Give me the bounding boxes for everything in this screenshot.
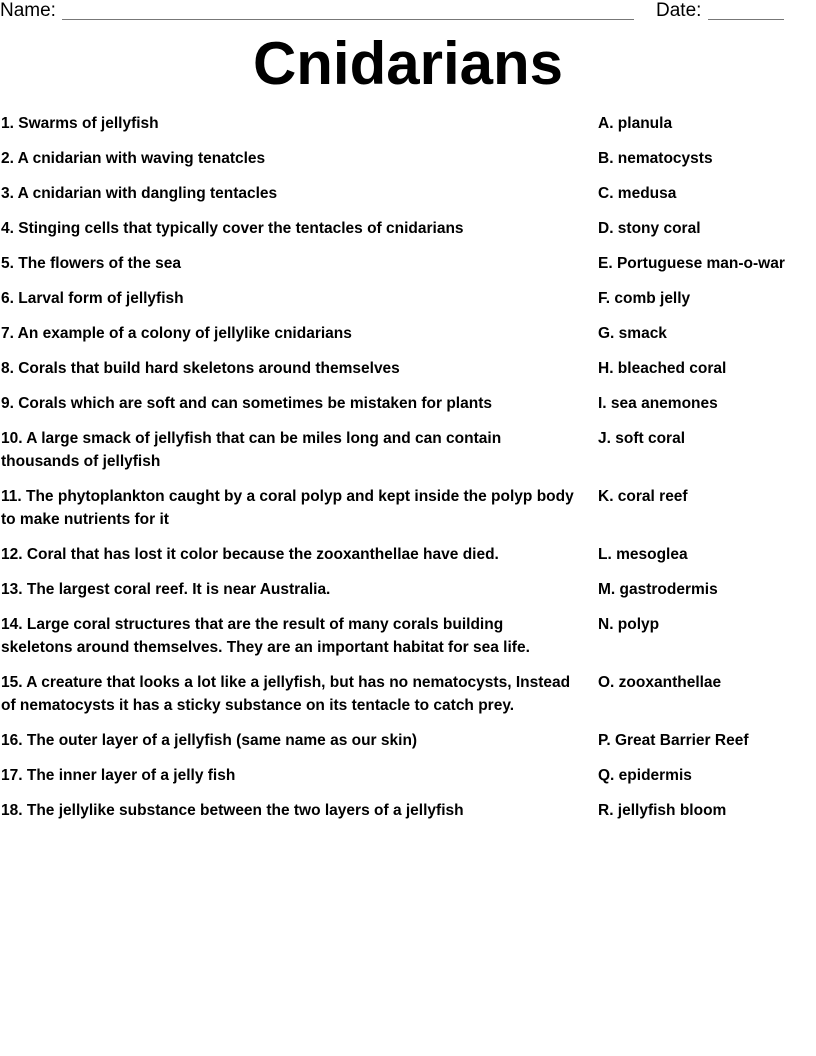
question-text: 8. Corals that build hard skeletons around themselves xyxy=(1,360,400,377)
matching-row xyxy=(0,764,816,787)
matching-row xyxy=(0,392,816,415)
answer-choice: C. medusa xyxy=(598,185,677,202)
answer-choice: L. mesoglea xyxy=(598,546,688,563)
question-text: 6. Larval form of jellyfish xyxy=(1,290,184,307)
question-text: 1. Swarms of jellyfish xyxy=(1,115,159,132)
matching-list xyxy=(0,112,816,834)
question-text: 12. Coral that has lost it color because the zooxanthellae have died. xyxy=(1,546,499,563)
question-text: 18. The jellylike substance between the two layers of a jellyfish xyxy=(1,802,464,819)
matching-row xyxy=(0,729,816,752)
answer-choice: A. planula xyxy=(598,115,673,132)
worksheet-header xyxy=(0,0,816,24)
matching-row xyxy=(0,252,816,275)
answer-choice: F. comb jelly xyxy=(598,290,691,307)
answer-choice: J. soft coral xyxy=(598,430,685,447)
date-blank-line xyxy=(708,19,784,20)
matching-row xyxy=(0,217,816,240)
answer-choice: H. bleached coral xyxy=(598,360,727,377)
matching-row xyxy=(0,112,816,135)
answer-choice: K. coral reef xyxy=(598,488,688,505)
matching-row xyxy=(0,485,816,531)
matching-row xyxy=(0,357,816,380)
matching-row xyxy=(0,578,816,601)
question-text: 3. A cnidarian with dangling tentacles xyxy=(1,185,278,202)
question-text: 4. Stinging cells that typically cover the tentacles of cnidarians xyxy=(1,220,464,237)
matching-row xyxy=(0,147,816,170)
question-text: 17. The inner layer of a jelly fish xyxy=(1,767,236,784)
matching-row xyxy=(0,613,816,659)
question-text: 11. The phytoplankton caught by a coral polyp and kept inside the polyp body to make nutrients for it xyxy=(1,488,574,528)
answer-choice: D. stony coral xyxy=(598,220,701,237)
matching-row xyxy=(0,799,816,822)
matching-row xyxy=(0,671,816,717)
page-title: Cnidarians xyxy=(252,30,564,97)
question-text: 7. An example of a colony of jellylike cnidarians xyxy=(1,325,352,342)
name-label: Name: xyxy=(0,0,56,21)
name-blank-line xyxy=(62,19,634,20)
answer-choice: Q. epidermis xyxy=(598,767,692,784)
question-text: 15. A creature that looks a lot like a jellyfish, but has no nematocysts, Instead of nematocysts it has a sticky substance on its tentacle to catch prey. xyxy=(1,674,571,714)
answer-choice: E. Portuguese man-o-war xyxy=(598,255,785,272)
answer-choice: P. Great Barrier Reef xyxy=(598,732,749,749)
answer-choice: R. jellyfish bloom xyxy=(598,802,727,819)
question-text: 16. The outer layer of a jellyfish (same name as our skin) xyxy=(1,732,418,749)
matching-row xyxy=(0,322,816,345)
question-text: 13. The largest coral reef. It is near Australia. xyxy=(1,581,331,598)
matching-row xyxy=(0,543,816,566)
answer-choice: I. sea anemones xyxy=(598,395,718,412)
question-text: 5. The flowers of the sea xyxy=(1,255,182,272)
answer-choice: O. zooxanthellae xyxy=(598,674,722,691)
date-label: Date: xyxy=(656,0,702,21)
answer-choice: M. gastrodermis xyxy=(598,581,718,598)
matching-row xyxy=(0,182,816,205)
matching-row xyxy=(0,427,816,473)
question-text: 14. Large coral structures that are the result of many corals building skeletons around themselves. They are an important habitat for sea life. xyxy=(1,616,530,656)
question-text: 9. Corals which are soft and can sometimes be mistaken for plants xyxy=(1,395,492,412)
question-text: 2. A cnidarian with waving tenatcles xyxy=(1,150,266,167)
answer-choice: G. smack xyxy=(598,325,667,342)
question-text: 10. A large smack of jellyfish that can be miles long and can contain thousands of jellyfish xyxy=(1,430,502,470)
answer-choice: N. polyp xyxy=(598,616,660,633)
matching-row xyxy=(0,287,816,310)
answer-choice: B. nematocysts xyxy=(598,150,713,167)
